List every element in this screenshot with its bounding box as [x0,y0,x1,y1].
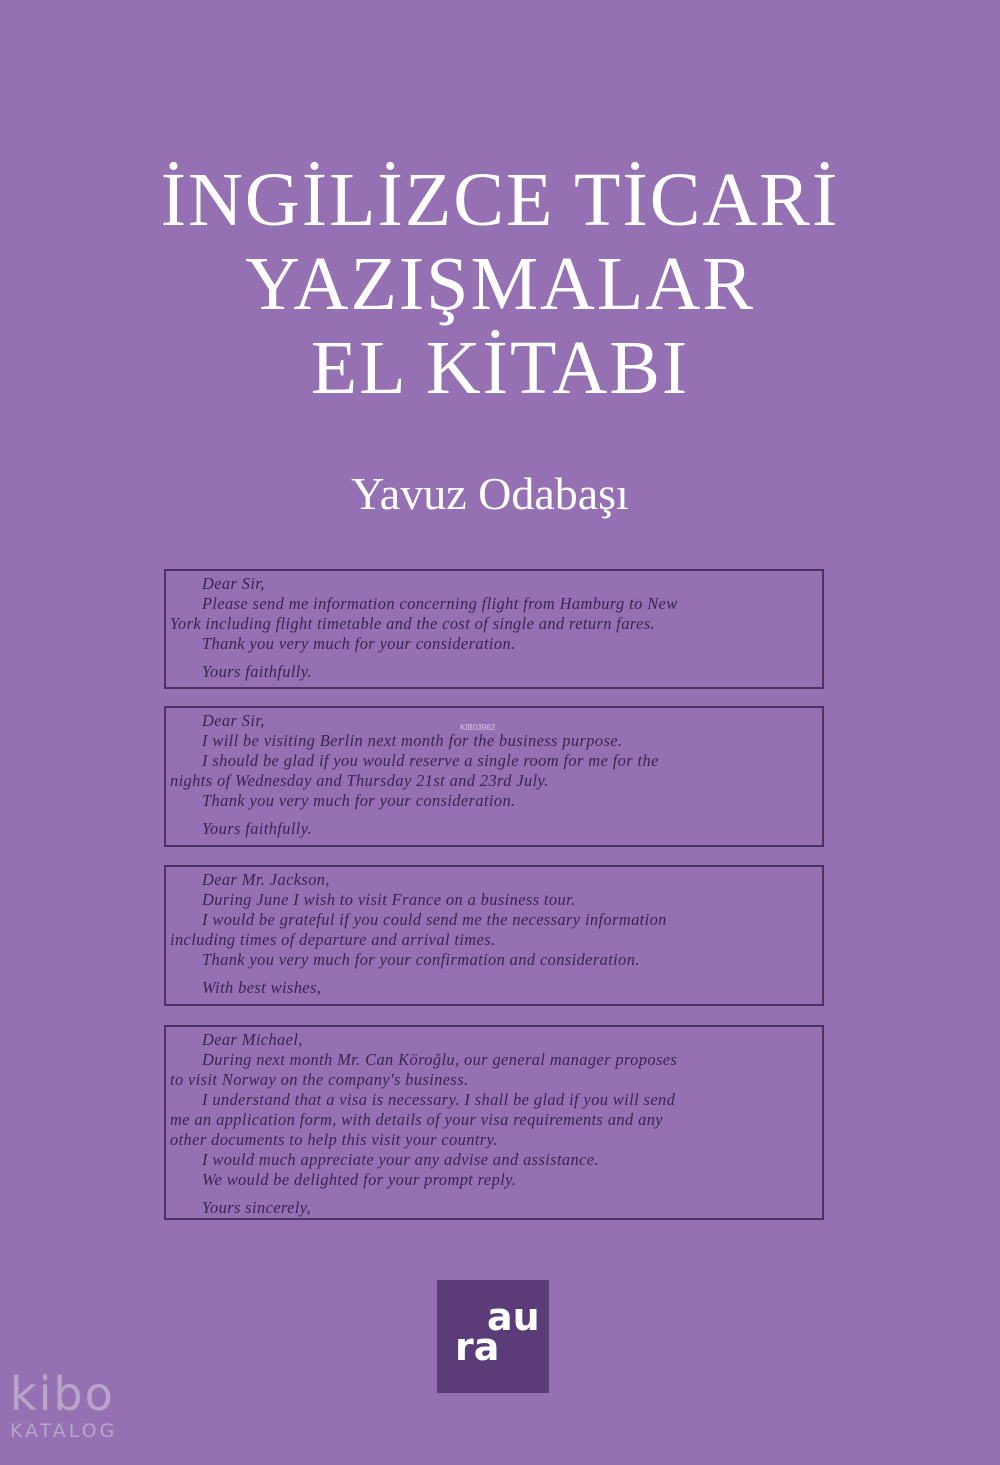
kibo-watermark [10,1368,117,1442]
book-title [0,158,1000,410]
letter-line: Dear Sir, [202,574,265,593]
letter-line: I should be glad if you would reserve a single room for me for the [202,751,659,770]
letter-line: to visit Norway on the company's business. [170,1070,469,1089]
letter-line: Thank you very much for your consideration. [202,634,516,653]
letter-closing: Yours sincerely, [202,1198,311,1217]
letter-line: York including flight timetable and the cost of single and return fares. [170,614,655,633]
letter-line: Please send me information concerning flight from Hamburg to New [202,594,678,613]
letter-line: Thank you very much for your confirmation and consideration. [202,950,640,969]
sample-letter-1 [164,569,824,689]
title-line-2: YAZIŞMALAR [245,242,755,326]
title-line-3: EL KİTABI [310,326,690,410]
letter-line: other documents to help this visit your country. [170,1130,498,1149]
sample-letter-2 [164,706,824,847]
letter-line: I will be visiting Berlin next month for the business purpose. [202,731,623,750]
letter-closing: Yours faithfully. [202,819,313,838]
letter-line: I understand that a visa is necessary. I shall be glad if you will send [202,1090,676,1109]
author-name: Yavuz Odabaşı [351,468,629,519]
letter-line: me an application form, with details of your visa requirements and any [170,1110,663,1129]
letter-line: I would be grateful if you could send me the necessary information [202,910,667,929]
letter-line: I would much appreciate your any advise and assistance. [202,1150,599,1169]
title-line-1: İNGİLİZCE TİCARİ [160,158,840,242]
letter-line: During June I wish to visit France on a business tour. [202,890,576,909]
letter-line: Thank you very much for your consideration. [202,791,516,810]
logo-text-bottom: ra [455,1325,500,1369]
kibo-brand: kibo [10,1367,115,1421]
letter-line: Dear Michael, [202,1030,303,1049]
watermark-code: KIB03962 [460,723,496,732]
letter-line: including times of departure and arrival times. [170,930,496,949]
logo-text-top: au [487,1295,540,1339]
letter-closing: With best wishes, [202,978,322,997]
sample-letter-4 [164,1025,824,1220]
letter-line: Dear Sir, [202,711,265,730]
letter-line: During next month Mr. Can Köroğlu, our general manager proposes [202,1050,678,1069]
letter-line: Dear Mr. Jackson, [202,870,330,889]
kibo-tagline: KATALOG [10,1420,118,1442]
publisher-logo [437,1280,549,1393]
letter-line: nights of Wednesday and Thursday 21st and 23rd July. [170,771,549,790]
letter-closing: Yours faithfully. [202,662,313,681]
letter-line: We would be delighted for your prompt reply. [202,1170,517,1189]
sample-letter-3 [164,865,824,1006]
